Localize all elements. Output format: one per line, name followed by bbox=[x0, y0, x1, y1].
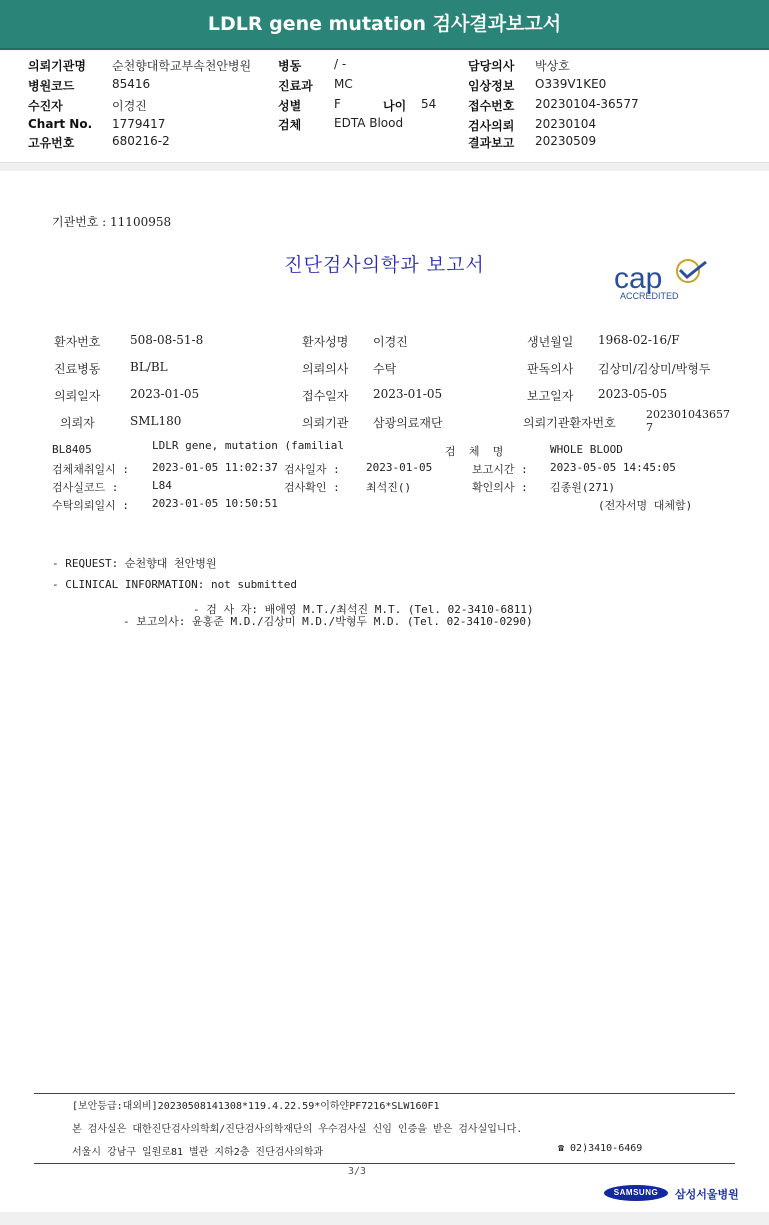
report-date-label: 보고일자 bbox=[527, 389, 574, 403]
patient-name-value: 이경진 bbox=[373, 335, 408, 349]
sex-value: F bbox=[334, 97, 341, 111]
receipt-date-value: 2023-01-05 bbox=[373, 387, 443, 401]
report-time-label: 보고시간 : bbox=[472, 463, 528, 476]
hospital-code-label: 병원코드 bbox=[28, 79, 75, 93]
req-inst-patient-value-2: 7 bbox=[646, 421, 653, 434]
report-header-title: LDLR gene mutation 검사결과보고서 bbox=[207, 13, 562, 35]
req-institution-value: 순천향대학교부속천안병원 bbox=[112, 59, 252, 73]
patient-no-value: 508-08-51-8 bbox=[130, 333, 204, 347]
cap-accredited-logo bbox=[612, 258, 712, 304]
esign-note: (전자서명 대체함) bbox=[598, 499, 693, 512]
security-line: [보안등급:대외비]20230508141308*119.4.22.59*이하얀PF7216*SLW160F1 bbox=[72, 1101, 440, 1112]
examiner-line: - 검 사 자: 배애영 M.T./최석진 M.T. (Tel. 02-3410-6811) bbox=[193, 603, 534, 616]
test-request-label: 검사의뢰 bbox=[468, 119, 515, 133]
samsung-logo bbox=[604, 1185, 668, 1201]
patient-label: 수진자 bbox=[28, 99, 63, 113]
report-time-value: 2023-05-05 14:45:05 bbox=[550, 461, 676, 474]
exam-date-value: 2023-01-05 bbox=[366, 461, 433, 474]
test-specimen-value: WHOLE BLOOD bbox=[550, 443, 623, 456]
confirm-doctor-label: 확인의사 : bbox=[472, 481, 528, 494]
hospital-name: 삼성서울병원 bbox=[675, 1188, 739, 1201]
specimen-value: EDTA Blood bbox=[334, 116, 404, 130]
samsung-logo-text: SAMSUNG bbox=[613, 1188, 659, 1197]
svg-text:cap: cap bbox=[614, 262, 663, 295]
report-title: 진단검사의학과 보고서 bbox=[284, 254, 485, 276]
ward-info-label: 진료병동 bbox=[54, 362, 101, 376]
receipt-date-label: 접수일자 bbox=[302, 389, 349, 403]
doctor-value: 박상호 bbox=[535, 59, 570, 73]
req-date-label: 의뢰일자 bbox=[54, 389, 101, 403]
doctor-label: 담당의사 bbox=[468, 59, 515, 73]
svg-text:ACCREDITED: ACCREDITED bbox=[620, 291, 679, 301]
address-line: 서울시 강남구 일원로81 별관 지하2층 진단검사의학과 bbox=[72, 1147, 324, 1158]
exam-confirm-label: 검사확인 : bbox=[284, 481, 340, 494]
ward-info-value: BL/BL bbox=[130, 360, 168, 374]
unique-no-label: 고유번호 bbox=[28, 136, 75, 150]
test-code: BL8405 bbox=[52, 443, 92, 456]
test-request-value: 20230104 bbox=[535, 117, 597, 131]
patient-name-label: 환자성명 bbox=[302, 335, 349, 349]
footer-bottom-rule bbox=[34, 1163, 735, 1164]
dept-label: 진료과 bbox=[278, 79, 313, 93]
patient-no-label: 환자번호 bbox=[54, 335, 101, 349]
patient-value: 이경진 bbox=[112, 99, 147, 113]
hospital-code-value: 85416 bbox=[112, 77, 151, 91]
collect-value: 2023-01-05 11:02:37 bbox=[152, 461, 278, 474]
age-value: 54 bbox=[421, 97, 437, 111]
reading-doctor-value: 김상미/김상미/박형두 bbox=[598, 362, 711, 376]
certification-line: 본 검사실은 대한진단검사의학회/진단검사의학재단의 우수검사실 신임 인증을 받은 검사실입니다. bbox=[72, 1124, 523, 1135]
reading-doctor-label: 판독의사 bbox=[527, 362, 574, 376]
req-institution-label: 의뢰기관명 bbox=[28, 59, 86, 73]
chart-no-label: Chart No. bbox=[28, 117, 93, 131]
consign-label: 수탁의뢰일시 : bbox=[52, 499, 130, 512]
bottom-bar bbox=[0, 1212, 769, 1225]
requester-label: 의뢰자 bbox=[60, 416, 95, 430]
ward-label: 병동 bbox=[278, 59, 302, 73]
req-doctor-value: 수탁 bbox=[373, 362, 397, 376]
clinical-info-value: O339V1KE0 bbox=[535, 77, 607, 91]
specimen-label: 검체 bbox=[278, 118, 302, 132]
req-inst-label: 의뢰기관 bbox=[302, 416, 349, 430]
header-separator bbox=[0, 162, 769, 171]
institution-number: 기관번호 : 11100958 bbox=[52, 215, 172, 229]
footer-top-rule bbox=[34, 1093, 735, 1094]
clinical-info-line: - CLINICAL INFORMATION: not submitted bbox=[52, 578, 298, 591]
age-label: 나이 bbox=[383, 99, 407, 113]
birth-value: 1968-02-16/F bbox=[598, 333, 680, 347]
test-name: LDLR gene, mutation (familial bbox=[152, 439, 345, 452]
clinical-info-label: 임상정보 bbox=[468, 79, 515, 93]
req-inst-value: 삼광의료재단 bbox=[373, 416, 443, 430]
receipt-no-label: 접수번호 bbox=[468, 99, 515, 113]
result-report-value: 20230509 bbox=[535, 134, 597, 148]
req-doctor-label: 의뢰의사 bbox=[302, 362, 349, 376]
test-specimen-label: 검 체 명 bbox=[445, 445, 504, 458]
requester-value: SML180 bbox=[130, 414, 182, 428]
lab-code-label: 검사실코드 : bbox=[52, 481, 119, 494]
req-inst-patient-value-1: 202301043657 bbox=[646, 408, 730, 421]
confirm-doctor-value: 김종원(271) bbox=[550, 481, 615, 494]
consign-value: 2023-01-05 10:50:51 bbox=[152, 497, 278, 510]
lab-code-value: L84 bbox=[152, 479, 172, 492]
page-number: 3/3 bbox=[348, 1166, 367, 1177]
exam-date-label: 검사일자 : bbox=[284, 463, 340, 476]
result-report-label: 결과보고 bbox=[468, 136, 515, 150]
phone-line: ☎ 02)3410-6469 bbox=[558, 1143, 643, 1154]
report-date-value: 2023-05-05 bbox=[598, 387, 668, 401]
sex-label: 성별 bbox=[278, 99, 302, 113]
request-line: - REQUEST: 순천향대 천안병원 bbox=[52, 557, 217, 570]
birth-label: 생년월일 bbox=[527, 335, 574, 349]
req-inst-patient-label: 의뢰기관환자번호 bbox=[523, 416, 616, 430]
exam-confirm-value: 최석진() bbox=[366, 481, 412, 494]
chart-no-value: 1779417 bbox=[112, 117, 166, 131]
unique-no-value: 680216-2 bbox=[112, 134, 170, 148]
req-date-value: 2023-01-05 bbox=[130, 387, 200, 401]
ward-value: / - bbox=[334, 57, 347, 71]
dept-value: MC bbox=[334, 77, 353, 91]
receipt-no-value: 20230104-36577 bbox=[535, 97, 639, 111]
reporter-line: - 보고의사: 윤홍준 M.D./김상미 M.D./박형두 M.D. (Tel. 02-3410-0290) bbox=[123, 615, 533, 628]
collect-label: 검체채취일시 : bbox=[52, 463, 130, 476]
